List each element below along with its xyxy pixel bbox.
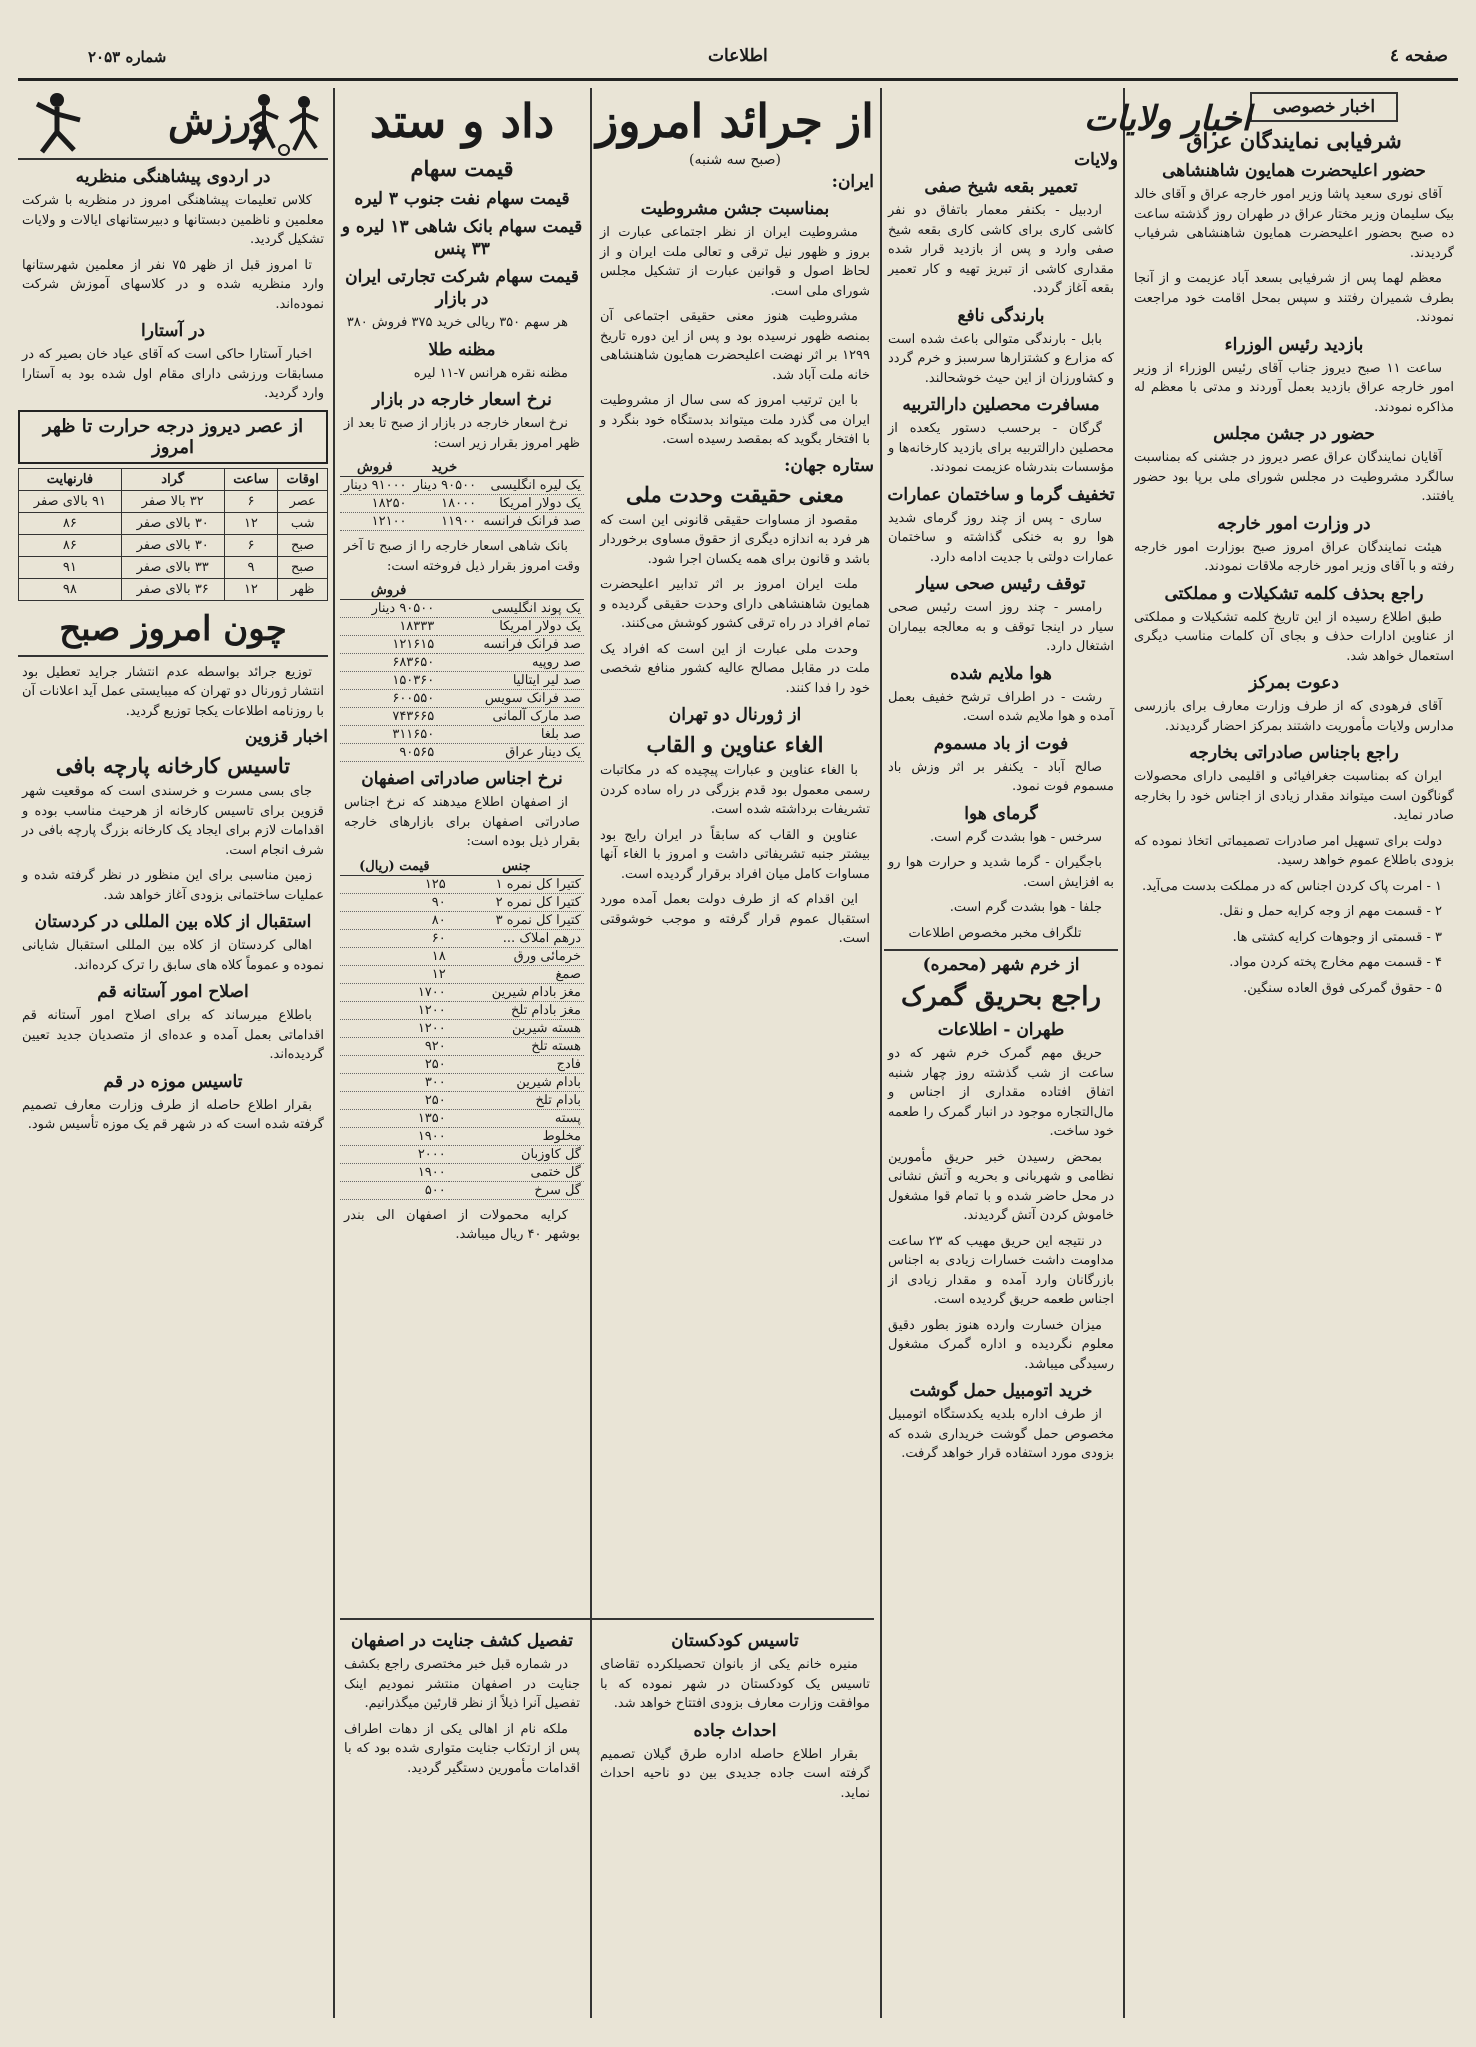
table-cell: ۱۲۰۰ xyxy=(340,1001,449,1019)
article-text: ۲ - قسمت مهم از وجه کرایه حمل و نقل. xyxy=(1219,904,1442,919)
headline: نرخ اجناس صادراتی اصفهان xyxy=(361,769,563,789)
bottom-block-right xyxy=(596,1624,874,2014)
weather-title-b: درجه حرارت xyxy=(98,415,194,437)
table-header-cell: ساعت xyxy=(224,468,278,490)
table-cell: ۱۲ xyxy=(224,512,278,534)
article-text: مشروطیت هنوز معنی حقیقی اجتماعی آن بمنصه ظهور نرسیده بود و پس از این دوره تاریخ ۱۲۹۹ بر اثر نهضت اعلیحضرت همایون شاهنشاهی خانه ملت آباد شد. xyxy=(600,309,870,383)
table-cell: صبح xyxy=(278,534,328,556)
table-row xyxy=(340,477,584,495)
headline: بارندگی نافع xyxy=(957,305,1045,326)
table-cell: عصر xyxy=(278,490,328,512)
headline: تعمیر بقعه شیخ صفی xyxy=(924,177,1078,197)
provinces-masthead-logo xyxy=(884,88,1251,142)
table-cell: بادام شیرین xyxy=(449,1073,584,1091)
headline: گرمای هوا xyxy=(964,803,1038,824)
table-row xyxy=(340,1073,584,1091)
article-text: توزیع جرائد بواسطه عدم انتشار جراید تعطیل بود انتشار ژورنال دو تهران که میبایستی عمل آید اعلانات آن با روزنامه اطلاعات یکجا توزیع گردید. xyxy=(22,664,324,719)
section-title: ولایات xyxy=(1074,150,1118,170)
table-cell: ۹۰۵۰۰ دینار xyxy=(410,477,480,495)
table-cell: یک پوند انگلیسی xyxy=(437,600,584,618)
article-text: ملت ایران امروز بر اثر تدابیر اعلیحضرت همایون شاهنشاهی دارای وحدت حقیقی گردیده و تمام افراد در راه ترقی کشور کوشش می‌کنند. xyxy=(600,577,870,631)
headline: تاسیس کارخانه پارچه بافی xyxy=(55,753,291,778)
article-text: هیئت نمایندگان عراق امروز صبح بوزارت امور خارجه رفته و با آقای وزیر امور خارجه ملاقات نمودند. xyxy=(1134,539,1454,574)
column-sport xyxy=(18,88,328,2018)
article-text: در شماره قبل خبر مختصری راجع بکشف جنایت در اصفهان منتشر نمودیم اینک تفصیل آنرا ذیلاً از نظر قارئین میگذرانیم. xyxy=(344,1657,580,1711)
table-cell: ۱۹۰۰ xyxy=(340,1127,449,1145)
table-cell: درهم املاک ... xyxy=(449,929,584,947)
article-text: ۳ - قسمتی از وجوهات کرایه کشتی ها. xyxy=(1232,929,1442,945)
headline: مظنه طلا xyxy=(428,339,496,360)
table-row xyxy=(340,495,584,513)
table-row xyxy=(19,512,328,534)
headline-sub: حضور اعلیحضرت همایون شاهنشاهی xyxy=(1162,161,1426,181)
table-cell: ۸۰ xyxy=(340,911,449,929)
stock-price-line: هر سهم ۳۵۰ ریالی خرید ۳۷۵ فروش ۳۸۰ xyxy=(346,315,568,330)
headline: راجع بحریق گمرک xyxy=(900,982,1102,1012)
table-row xyxy=(340,983,584,1001)
table-cell: صد روپیه xyxy=(437,654,584,672)
table-cell: ۱۸ xyxy=(340,947,449,965)
table-row xyxy=(340,875,584,893)
headline: بمناسبت جشن مشروطیت xyxy=(640,199,830,219)
headline: اصلاح امور آستانه قم xyxy=(97,982,249,1002)
table-row xyxy=(340,1001,584,1019)
table-row xyxy=(340,708,584,726)
weather-title-c: تا ظهر امروز xyxy=(42,415,194,458)
column-rule xyxy=(880,88,882,2018)
table-row xyxy=(340,965,584,983)
table-cell: ۶۰ xyxy=(340,929,449,947)
headline: در آستارا xyxy=(141,321,205,341)
headline: تاسیس کودکستان xyxy=(671,1631,799,1651)
table-cell: ۶ xyxy=(224,490,278,512)
table-cell: ۱۲۵ xyxy=(340,875,449,893)
section-divider xyxy=(340,1618,874,1620)
headline: قیمت سهام xyxy=(410,156,514,181)
table-header-cell: اوقات xyxy=(278,468,328,490)
table-header-row xyxy=(340,459,584,477)
headline: حضور در جشن مجلس xyxy=(1213,424,1375,444)
issue-number: شماره ۲۰۵۳ xyxy=(88,48,167,66)
article-text: ۴ - قسمت مهم مخارج پخته کردن مواد. xyxy=(1229,955,1442,970)
article-text: مقصود از مساوات حقیقی قانونی این است که هر فرد به اندازه دیگری از حقوق مساوی برخوردار باشد و قانون برای همه یکسان اجرا شود. xyxy=(600,512,870,567)
table-row xyxy=(19,556,328,578)
table-row xyxy=(19,534,328,556)
article-text: تلگراف مخبر مخصوص اطلاعات xyxy=(908,925,1082,941)
headline: معنی حقیقت وحدت ملی xyxy=(626,481,844,507)
table-cell: گل ختمی xyxy=(449,1163,584,1181)
table-cell: صد فرانک فرانسه xyxy=(437,636,584,654)
article-text: ایران که بمناسبت جغرافیائی و اقلیمی دارای محصولات گوناگون است میتواند مقدار زیادی از اجناس خود را بخارجه صادر نماید. xyxy=(1134,769,1454,823)
sport-masthead xyxy=(18,88,328,160)
table-header-cell xyxy=(479,459,584,477)
table-cell: شب xyxy=(278,512,328,534)
table-cell: ۹۱۰۰۰ دینار xyxy=(340,477,410,495)
article-text: تا امروز قبل از ظهر ۷۵ نفر از معلمین شهرستانها وارد منظریه شده و در کلاسهای آموزش شرکت نموده‌اند. xyxy=(22,257,324,312)
article-text: از طرف اداره بلدیه یکدستگاه اتومبیل مخصوص حمل گوشت خریداری شده که بزودی مورد استفاده قرار خواهد گرفت. xyxy=(888,1407,1114,1461)
article-text: نرخ اسعار خارجه در بازار از صبح تا بعد از ظهر امروز بقرار زیر است: xyxy=(344,416,580,451)
article-text: با الغاء عناوین و عبارات پیچیده که در مکاتبات رسمی معمول بود قدم بزرگی در راه ساده کردن تشریفات برداشته شده است. xyxy=(600,763,870,817)
table-cell: ۳۰ بالای صفر xyxy=(121,534,224,556)
table-cell: فادج xyxy=(449,1055,584,1073)
table-cell: ۱۲۱۶۱۵ xyxy=(340,636,437,654)
stock-price-line: قیمت سهام بانک شاهی ۱۳ لیره و ۳۳ پنس xyxy=(341,217,583,259)
article-text: از اصفهان اطلاع میدهند که نرخ اجناس صادراتی اصفهان برای بازارهای خارجه بقرار ذیل بوده است: xyxy=(344,795,580,849)
table-row xyxy=(340,1181,584,1199)
table-cell: هسته تلخ xyxy=(449,1037,584,1055)
table-cell: ۱۲ xyxy=(340,965,449,983)
article-text: طبق اطلاع رسیده از این تاریخ کلمه تشکیلات و مملکتی از عناوین ادارات حذف و بجای آن کلمات مناسب دیگری استعمال خواهد شد. xyxy=(1134,609,1454,664)
table-cell: ۳۲ بالا صفر xyxy=(121,490,224,512)
table-cell: ۳۰۰ xyxy=(340,1073,449,1091)
table-row xyxy=(340,1145,584,1163)
article-text: در نتیجه این حریق مهیب که ۲۳ ساعت مداومت داشت خسارات زیادی به اجناس بازرگانان وارد آمده و مقدار زیادی از اجناس طعمه حریق گردیده است. xyxy=(888,1233,1114,1307)
headline: تخفیف گرما و ساختمان عمارات xyxy=(887,484,1115,505)
table-header-row xyxy=(340,582,584,600)
column-special-news xyxy=(1130,88,1458,2018)
article-text: منیره خانم یکی از بانوان تحصیلکرده تقاضای تاسیس یک کودکستان در شهر نموده که با موافقت وزارت معارف بزودی افتتاح خواهد شد. xyxy=(600,1657,870,1711)
table-cell: ۱۹۰۰ xyxy=(340,1163,449,1181)
table-header-cell: قیمت (ریال) xyxy=(340,858,449,876)
article-text: زمین مناسبی برای این منظور در نظر گرفته شده و عملیات ساختمانی بزودی آغاز خواهد شد. xyxy=(22,868,324,903)
table-row xyxy=(340,672,584,690)
temperature-table xyxy=(18,468,328,601)
export-goods-table xyxy=(340,858,584,1200)
headline: شرفیابی نمایندگان عراق xyxy=(1186,128,1402,153)
article-text: آقای نوری سعید پاشا وزیر امور خارجه عراق و آقای خالد بیک سلیمان وزیر مختار عراق در طهران روز گذشته ساعت ده صبح بحضور اعلیحضرت همایون شاهنشاهی شرفیاب گردیدند. xyxy=(1134,187,1454,261)
table-cell: ۹۰۵۰۰ دینار xyxy=(340,600,437,618)
table-cell: صد مارک آلمانی xyxy=(437,708,584,726)
table-row xyxy=(340,1163,584,1181)
column-rule xyxy=(590,88,592,2018)
table-cell: یک دولار امریکا xyxy=(479,495,584,513)
headline: خرید اتومبیل حمل گوشت xyxy=(909,1381,1093,1401)
table-cell: ۱۸۰۰۰ xyxy=(410,495,480,513)
table-cell: ۱۵۰۳۶۰ xyxy=(340,672,437,690)
table-cell: ۱۲۰۰ xyxy=(340,1019,449,1037)
stock-price-line: قیمت سهام نفت جنوب ۳ لیره xyxy=(354,189,570,209)
source-name: ستاره جهان: xyxy=(784,455,874,476)
article-text: بابل - بارندگی متوالی باعث شده است که مزارع و کشتزارها سرسبز و خرم گردد و کشاورزان از این حیث خوشحالند. xyxy=(888,331,1114,386)
article-text: بمحض رسیدن خبر حریق مأمورین نظامی و شهربانی و بحریه و آتش نشانی در محل حاضر شده و با تمام قوا مشغول خاموش کردن آتش گردیدند. xyxy=(888,1149,1114,1223)
table-cell: یک لیره انگلیسی xyxy=(479,477,584,495)
table-cell: ظهر xyxy=(278,578,328,600)
column-rule xyxy=(333,88,335,2018)
page-number: صفحه ٤ xyxy=(1389,46,1448,66)
headline: تاسیس موزه در قم xyxy=(103,1071,243,1092)
headline: بازدید رئیس الوزراء xyxy=(1224,334,1364,355)
article-text: میزان خسارت وارده هنوز بطور دقیق معلوم نگردیده و اداره گمرک مشغول رسیدگی میباشد. xyxy=(888,1317,1114,1372)
column-rule xyxy=(1123,88,1125,2018)
table-row xyxy=(340,1127,584,1145)
table-header-row xyxy=(19,468,328,490)
table-cell: یک دینار عراق xyxy=(437,744,584,762)
article-text: رامسر - چند روز است رئیس صحی سیار در اینجا توقف و به معالجه بیماران اشتغال دارد. xyxy=(888,600,1114,654)
article-text: مشروطیت ایران از نظر اجتماعی عبارت از بروز و ظهور نیل ترقی و تعالی ملت ایران و از لحاظ اصول و قوانین عبارت از تشکیل مجلس شورای ملی است. xyxy=(600,225,870,299)
table-cell: ۱۸۲۵۰ xyxy=(340,495,410,513)
table-row xyxy=(340,690,584,708)
table-cell: ۳۶ بالای صفر xyxy=(121,578,224,600)
article-text: کلاس تعلیمات پیشاهنگی امروز در منظریه با شرکت معلمین و ناظمین دبستانها و دبیرستانهای ایالات و ولایات تشکیل گردید. xyxy=(22,193,324,247)
section-divider xyxy=(884,949,1118,951)
headline: در اردوی پیشاهنگی منظریه xyxy=(75,167,271,187)
table-row xyxy=(19,578,328,600)
kicker: از خرم شهر (محمره) xyxy=(922,955,1080,975)
article-text: بقرار اطلاع حاصله اداره طرق گیلان تصمیم گرفته است جاده جدیدی بین دو ناحیه احداث نماید. xyxy=(600,1746,870,1801)
headline: توقف رئیس صحی سیار xyxy=(916,574,1086,594)
headline: راجع باجناس صادراتی بخارجه xyxy=(1189,743,1399,763)
table-cell: صبح xyxy=(278,556,328,578)
table-cell: ۵۰۰ xyxy=(340,1181,449,1199)
article-text: آقای فرهودی که از طرف وزارت معارف برای بازرسی مدارس ولایات مأموریت داشتند بمرکز احضار گردیدند. xyxy=(1134,699,1454,734)
table-cell: ۶ xyxy=(224,534,278,556)
table-row xyxy=(340,726,584,744)
fx-market-table xyxy=(340,459,584,531)
bottom-block-left xyxy=(340,1624,584,2014)
headline: احداث جاده xyxy=(693,1720,777,1741)
table-row xyxy=(340,513,584,531)
article-text: گرگان - برحسب دستور یکعده از محصلین دارالتربیه برای بازدید کارخانه‌ها و مؤسسات بندرشاه عزیمت نمودند. xyxy=(888,421,1114,475)
article-text: ملکه نام از اهالی یکی از دهات اطراف پس از ارتکاب جنایت متواری شده بود که با اقدامات مأمورین دستگیر گردید. xyxy=(344,1721,580,1776)
newspaper-name: اطلاعات xyxy=(708,46,768,66)
column-trade xyxy=(340,88,584,1608)
source-name: از ژورنال دو تهران xyxy=(668,705,802,725)
table-cell: ۶۰۰۵۵۰ xyxy=(340,690,437,708)
table-cell: ۸۶ xyxy=(19,512,122,534)
silver-price-line: مظنه نقره هرانس ۷-۱۱ لیره xyxy=(413,365,568,381)
table-cell: ۱۲ xyxy=(224,578,278,600)
trade-masthead: داد و ستد xyxy=(369,94,555,148)
article-text: ساری - پس از چند روز گرمای شدید هوا رو به خنکی گذاشته و ساختمان عمارات دولتی با جدیت ادامه دارد. xyxy=(888,510,1114,565)
table-cell: ۹۰۵۶۵ xyxy=(340,744,437,762)
table-cell: ۲۰۰۰ xyxy=(340,1145,449,1163)
table-header-cell: فارنهایت xyxy=(19,468,122,490)
article-text: این اقدام که از طرف دولت بعمل آمده مورد استقبال عموم قرار گرفته و موجب خوشوقتی است. xyxy=(600,892,870,946)
table-header-cell: گراد xyxy=(121,468,224,490)
table-row xyxy=(340,1019,584,1037)
table-cell: ۳۰ بالای صفر xyxy=(121,512,224,534)
headline: دعوت بمرکز xyxy=(1249,673,1339,693)
page-header-bar xyxy=(18,18,1458,81)
article-text: اهالی کردستان از کلاه بین المللی استقبال شایانی نموده و عموماً کلاه های سابق را ترک کرده‌اند. xyxy=(22,938,324,973)
table-cell: گل سرخ xyxy=(449,1181,584,1199)
article-text: کرایه محمولات از اصفهان الی بندر بوشهر ۴۰ ریال میباشد. xyxy=(344,1207,580,1242)
table-row xyxy=(340,1091,584,1109)
svg-text:اخبار ولایات: اخبار ولایات xyxy=(1084,99,1251,139)
table-cell: کتیرا کل نمره ۱ xyxy=(449,875,584,893)
table-cell: بادام تلخ xyxy=(449,1091,584,1109)
article-text: باطلاع میرساند که برای اصلاح امور آستانه قم اقداماتی بعمل آمده و عده‌ای از متصدیان جدید تعیین گردیده‌اند. xyxy=(22,1008,324,1062)
article-text: بقرار اطلاع حاصله از طرف وزارت معارف تصمیم گرفته شده است که در شهر قم یک موزه تأسیس شود. xyxy=(22,1097,324,1132)
sport-title: ورزش xyxy=(168,98,270,143)
headline: فوت از باد مسموم xyxy=(933,733,1069,754)
headline: در وزارت امور خارجه xyxy=(1217,513,1371,534)
table-cell: ۹۱ xyxy=(19,556,122,578)
table-cell: پسته xyxy=(449,1109,584,1127)
table-cell: ۳۱۱۶۵۰ xyxy=(340,726,437,744)
table-cell: ۱۸۳۳۳ xyxy=(340,618,437,636)
table-cell: یک دولار امریکا xyxy=(437,618,584,636)
table-cell: ۸۶ xyxy=(19,534,122,556)
headline: تفصیل کشف جنایت در اصفهان xyxy=(351,1631,573,1651)
article-text: اردبیل - بکنفر معمار باتفاق دو نفر کاشی کاری برای کاشی کاری بقعه شیخ صفی وارد و پس از بازدید قرار شده مقداری کاشی از تبریز تهیه و کار تعمیر بقعه آغاز گردد. xyxy=(888,203,1114,296)
article-text: ۱ - امرت پاک کردن اجناس که در مملکت بدست می‌آید. xyxy=(1141,878,1442,894)
article-text: با این ترتیب امروز که سی سال از مشروطیت ایران می گذرد ملت میتواند بدستگاه خود بنگرد و با افتخار بگوید که بمقصد رسیده است. xyxy=(600,393,870,447)
headline: راجع بحذف کلمه تشکیلات و مملکتی xyxy=(1164,583,1424,604)
table-cell: صد بلغا xyxy=(437,726,584,744)
table-cell: ۹۱ بالای صفر xyxy=(19,490,122,512)
article-text: صالح آباد - یکنفر بر اثر وزش باد مسموم فوت نمود. xyxy=(888,759,1114,794)
section-title: اخبار خصوصی xyxy=(1250,92,1398,122)
weather-title-a: از عصر دیروز xyxy=(200,415,304,437)
table-header-cell: جنس xyxy=(449,858,584,876)
table-cell: مغز بادام شیرین xyxy=(449,983,584,1001)
table-row xyxy=(340,1037,584,1055)
section-title: اخبار قزوین xyxy=(244,727,328,747)
table-cell: ۱۱۹۰۰ xyxy=(410,513,480,531)
table-header-cell: فروش xyxy=(340,459,410,477)
table-cell: صمغ xyxy=(449,965,584,983)
table-cell: ۱۷۰۰ xyxy=(340,983,449,1001)
article-text: ۵ - حقوق گمرکی فوق العاده سنگین. xyxy=(1243,980,1442,996)
table-row xyxy=(340,947,584,965)
table-row xyxy=(340,1109,584,1127)
table-cell: خرمائی ورق xyxy=(449,947,584,965)
article-text: ساعت ۱۱ صبح دیروز جناب آقای رئیس الوزراء از وزیر امور خارجه عراق بازدید بعمل آوردند و مدتی با معظم له مذاکره نمودند. xyxy=(1134,360,1454,415)
fx-bank-table xyxy=(340,582,584,762)
article-text: عناوین و القاب که سابقاً در ایران رایج بود بیشتر جنبه تشریفاتی داشت و امروز با الغاء آنها مساوات کامل میان افراد برقرار گردیده است. xyxy=(600,827,870,882)
table-cell: ۷۴۳۶۶۵ xyxy=(340,708,437,726)
table-row xyxy=(340,654,584,672)
table-header-cell xyxy=(437,582,584,600)
table-cell: کتیرا کل نمره ۳ xyxy=(449,911,584,929)
table-row xyxy=(340,911,584,929)
table-cell: ۶۸۳۶۵۰ xyxy=(340,654,437,672)
table-header-row xyxy=(340,858,584,876)
table-row xyxy=(340,893,584,911)
table-row xyxy=(340,636,584,654)
table-cell: ۱۲۱۰۰ xyxy=(340,513,410,531)
headline: استقبال از کلاه بین المللی در کردستان xyxy=(34,912,312,932)
article-text: رشت - در اطراف ترشح خفیف بعمل آمده و هوا ملایم شده است. xyxy=(888,689,1114,724)
table-cell: ۲۵۰ xyxy=(340,1055,449,1073)
table-cell: ۲۵۰ xyxy=(340,1091,449,1109)
table-row xyxy=(340,618,584,636)
article-text: باجگیران - گرما شدید و حرارت هوا رو به افزایش است. xyxy=(888,855,1114,890)
article-text: وحدت ملی عبارت از این است که افراد یک ملت در مقابل مصالح عالیه کشور منافع شخصی خود را فدا کنند. xyxy=(600,641,870,696)
table-cell: مخلوط xyxy=(449,1127,584,1145)
table-cell: گل کاوزبان xyxy=(449,1145,584,1163)
headline: هوا ملایم شده xyxy=(950,663,1052,684)
table-cell: صد فرانک فرانسه xyxy=(479,513,584,531)
article-text: سرخس - هوا بشدت گرم است. xyxy=(929,829,1102,845)
press-masthead: از جرائد امروز xyxy=(596,94,874,148)
article-text: معظم لهما پس از شرفیابی بسعد آباد عزیمت و از آنجا بطرف شمیران رفتند و سپس بمحل اقامت خود مراجعت نمودند. xyxy=(1134,271,1454,325)
table-row xyxy=(340,929,584,947)
article-text: بانک شاهی اسعار خارجه را از صبح تا آخر وقت امروز بقرار ذیل فروخته است: xyxy=(344,539,580,574)
byline: طهران - اطلاعات xyxy=(937,1020,1065,1040)
table-row xyxy=(19,490,328,512)
table-header-cell: فروش xyxy=(340,582,437,600)
table-cell: ۱۳۵۰ xyxy=(340,1109,449,1127)
table-cell: ۹ xyxy=(224,556,278,578)
article-text: جای بسی مسرت و خرسندی است که موقعیت شهر قزوین برای تاسیس کارخانه از هرحیث مناسب بوده و اقدامات لازم برای ایجاد یک کارخانه بزرگ پارچه بافی در شرف انجام است. xyxy=(22,784,324,858)
table-row xyxy=(340,744,584,762)
headline: نرخ اسعار خارجه در بازار xyxy=(372,390,552,410)
newspaper-page xyxy=(18,18,1458,2029)
table-row xyxy=(340,600,584,618)
weather-box-title xyxy=(18,410,328,464)
headline: الغاء عناوین و القاب xyxy=(646,732,824,757)
table-cell: ۹۰ xyxy=(340,893,449,911)
headline: مسافرت محصلین دارالتربیه xyxy=(902,395,1100,415)
table-cell: هسته شیرین xyxy=(449,1019,584,1037)
table-cell: صد فرانک سویس xyxy=(437,690,584,708)
table-cell: ۳۳ بالای صفر xyxy=(121,556,224,578)
table-header-cell: خرید xyxy=(410,459,480,477)
stock-price-line: قیمت سهام شرکت تجارتی ایران در بازار xyxy=(345,267,579,309)
table-row xyxy=(340,1055,584,1073)
article-text: جلفا - هوا بشدت گرم است. xyxy=(949,900,1102,915)
table-cell: صد لیر ایتالیا xyxy=(437,672,584,690)
table-cell: ۹۲۰ xyxy=(340,1037,449,1055)
source-name: ایران: xyxy=(831,172,874,192)
article-text: آقایان نمایندگان عراق عصر دیروز در جشنی که بمناسبت سالگرد مشروطیت در مجلس شورای ملی برپا بود حضور یافتند. xyxy=(1134,450,1454,504)
press-subtitle: (صبح سه شنبه) xyxy=(689,152,781,168)
athlete-icon xyxy=(22,90,92,156)
table-cell: مغز بادام تلخ xyxy=(449,1001,584,1019)
table-cell: ۹۸ xyxy=(19,578,122,600)
column-provinces xyxy=(884,88,1251,2018)
article-text: دولت برای تسهیل امر صادرات تصمیماتی اتخاذ نموده که بزودی باطلاع عموم خواهد رسید. xyxy=(1134,833,1454,868)
table-cell: کتیرا کل نمره ۲ xyxy=(449,893,584,911)
article-text: اخبار آستارا حاکی است که آقای عیاد خان بصیر که در مسابقات ورزشی دارای مقام اول شده بود به آستارا وارد گردید. xyxy=(22,347,324,401)
notice-banner: چون امروز صبح xyxy=(18,609,328,657)
article-text: حریق مهم گمرک خرم شهر که دو ساعت از شب گذشته روز چهار شنبه اتفاق افتاده مقداری از اجناس و مال‌التجاره موجود در انبار گمرک را طعمه خود ساخت. xyxy=(888,1046,1114,1139)
